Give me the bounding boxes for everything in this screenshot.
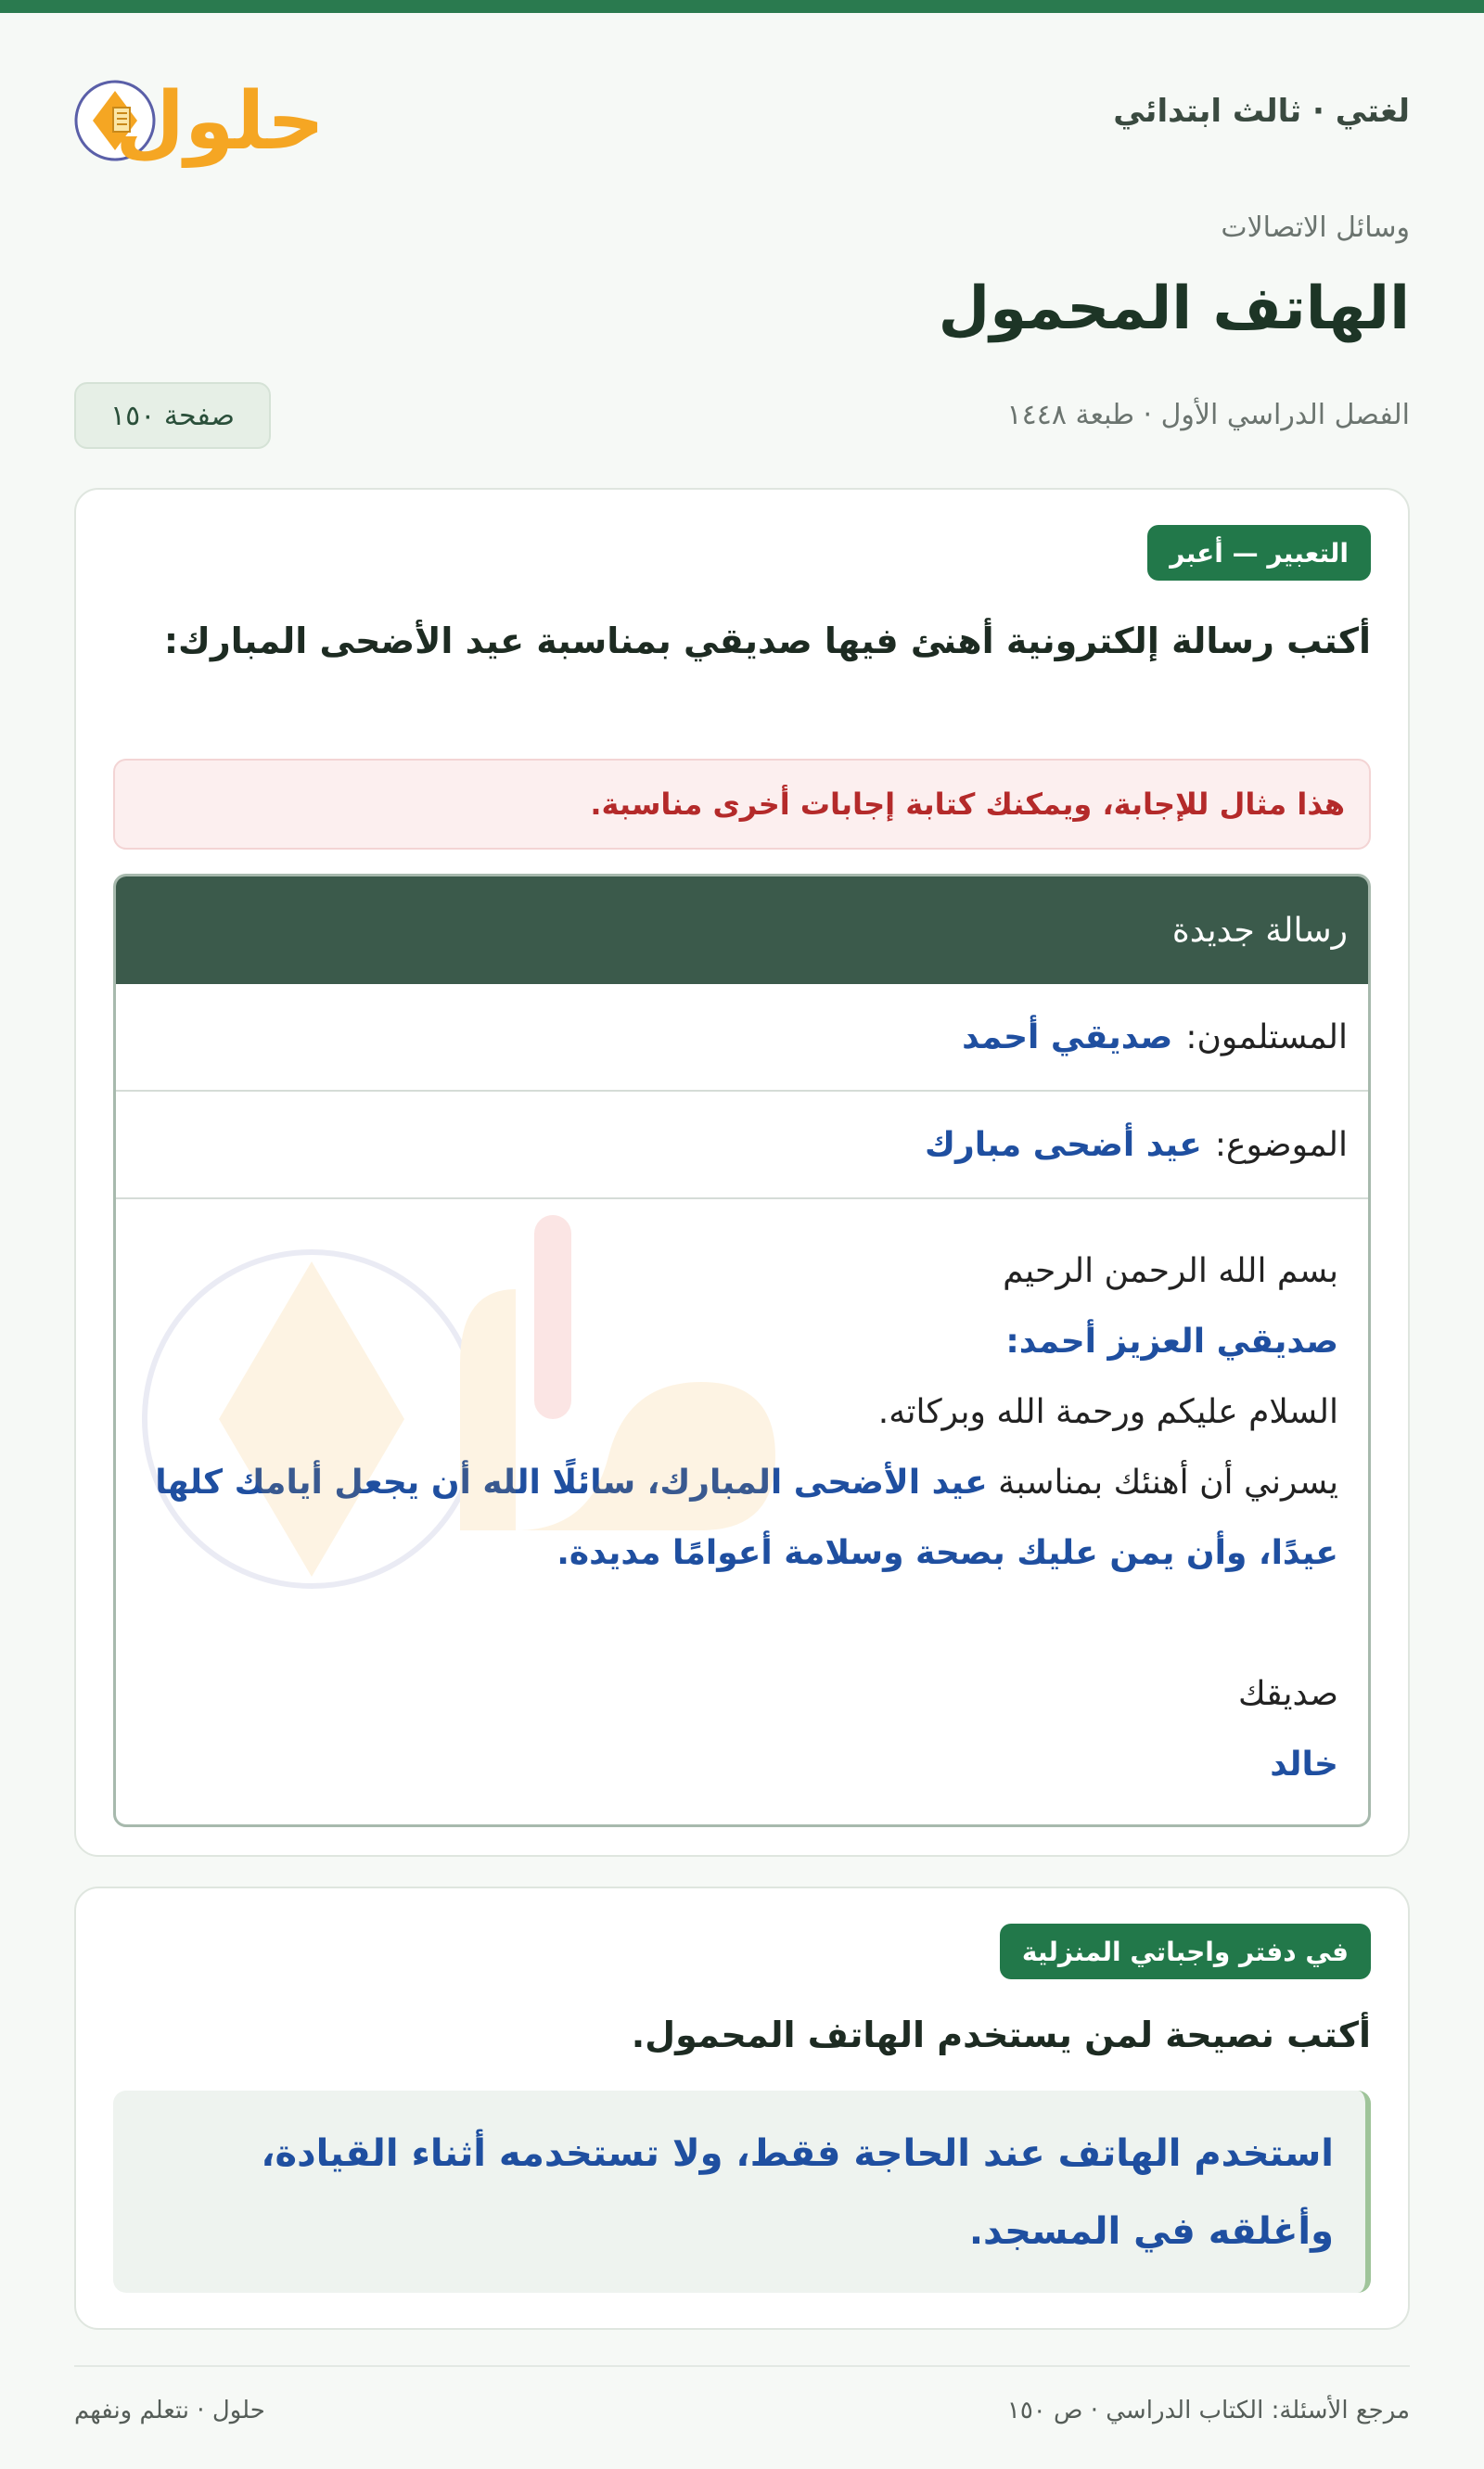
exercise-badge: التعبير — أعبر xyxy=(1147,525,1371,581)
email-paragraph xyxy=(146,1448,1338,1589)
subject-title: لغتي · ثالث ابتدائي xyxy=(1113,93,1410,130)
email-subject-row xyxy=(116,1092,1368,1199)
book-logo-icon[interactable] xyxy=(74,58,343,174)
homework-answer: استخدم الهاتف عند الحاجة فقط، ولا تستخدمه أثناء القيادة، وأغلقه في المسجد. xyxy=(113,2091,1371,2293)
email-body xyxy=(116,1199,1368,1800)
footer-brand: حلول · نتعلم ونفهم xyxy=(74,2397,265,2424)
recipients-label: المستلمون: xyxy=(1185,1017,1348,1056)
exercise-card xyxy=(74,488,1410,1857)
footer-reference: مرجع الأسئلة: الكتاب الدراسي · ص ١٥٠ xyxy=(1006,2397,1410,2424)
recipients-value: صديقي أحمد xyxy=(962,1017,1173,1056)
email-mockup xyxy=(113,874,1371,1827)
unit-label: وسائل الاتصالات xyxy=(1221,211,1410,244)
paragraph-highlight: عيد الأضحى المبارك، سائلًا الله أن يجعل أيامك كلها عيدًا، وأن يمن عليك بصحة وسلامة أعوامًا مديدة. xyxy=(155,1464,1338,1572)
footer-divider xyxy=(74,2365,1410,2367)
exercise-question: أكتب رسالة إلكترونية أهنئ فيها صديقي بمناسبة عيد الأضحى المبارك: xyxy=(163,620,1371,661)
paragraph-start: يسرني أن أهنئك بمناسبة xyxy=(998,1464,1338,1502)
email-signature: خالد xyxy=(1270,1746,1338,1784)
homework-badge: في دفتر واجباتي المنزلية xyxy=(1000,1924,1371,1979)
email-closing: صديقك xyxy=(1237,1675,1338,1713)
top-accent-bar xyxy=(0,0,1484,13)
answer-note: هذا مثال للإجابة، ويمكنك كتابة إجابات أخرى مناسبة. xyxy=(113,759,1371,850)
subject-label: الموضوع: xyxy=(1214,1125,1348,1164)
logo-text: حلول xyxy=(115,75,325,168)
page-header xyxy=(74,58,1410,174)
edition-meta: الفصل الدراسي الأول · طبعة ١٤٤٨ xyxy=(1006,399,1410,431)
page-title: الهاتف المحمول xyxy=(938,275,1410,343)
spacer xyxy=(146,1589,1338,1659)
email-recipients-row xyxy=(116,984,1368,1092)
email-salam: السلام عليكم ورحمة الله وبركاته. xyxy=(877,1393,1338,1431)
homework-question: أكتب نصيحة لمن يستخدم الهاتف المحمول. xyxy=(631,2015,1371,2055)
email-header: رسالة جديدة xyxy=(116,876,1368,984)
homework-card xyxy=(74,1887,1410,2330)
page-number-badge: صفحة ١٥٠ xyxy=(74,382,271,449)
subject-value: عيد أضحى مبارك xyxy=(924,1125,1202,1164)
email-greeting: صديقي العزيز أحمد: xyxy=(1005,1323,1338,1361)
basmala: بسم الله الرحمن الرحيم xyxy=(1003,1252,1338,1290)
